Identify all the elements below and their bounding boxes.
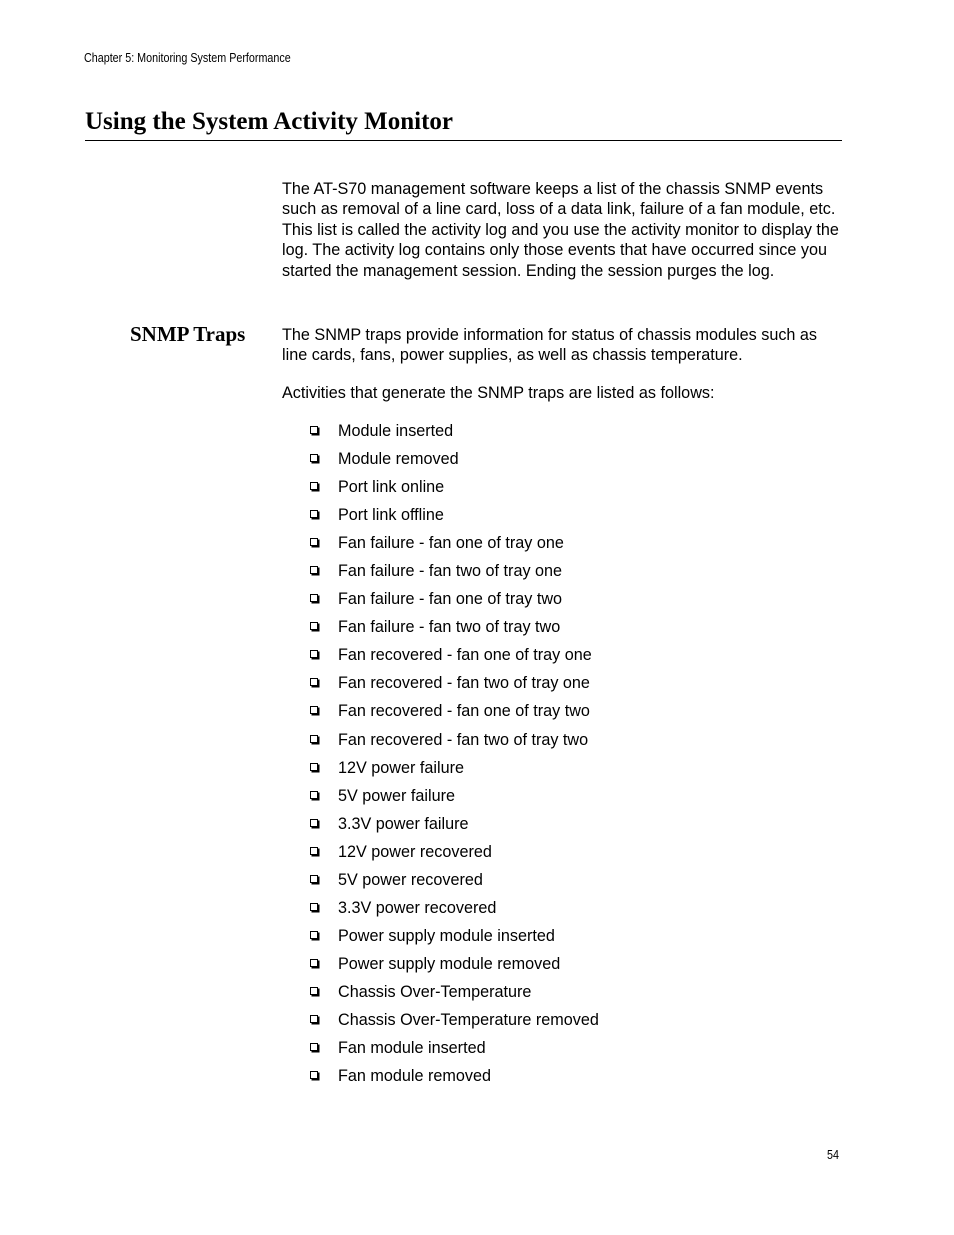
box-bullet-icon bbox=[310, 987, 318, 995]
list-item-label: Fan recovered - fan one of tray one bbox=[338, 646, 592, 665]
title-divider bbox=[85, 140, 842, 141]
list-item-label: 12V power failure bbox=[338, 758, 464, 777]
snmp-traps-heading: SNMP Traps bbox=[130, 322, 246, 346]
box-bullet-icon bbox=[310, 903, 318, 911]
list-item-label: 5V power recovered bbox=[338, 870, 483, 889]
list-item-label: Module inserted bbox=[338, 422, 454, 440]
page-number: 54 bbox=[827, 1148, 839, 1162]
list-item-label: Power supply module inserted bbox=[338, 926, 555, 945]
list-item-label: Fan failure - fan two of tray one bbox=[338, 562, 563, 581]
box-bullet-icon bbox=[310, 959, 318, 967]
intro-paragraph: The AT-S70 management software keeps a list of the chassis SNMP events such as removal of a line card, loss of a data link, failure of a fan module, etc. This list is called the activity log and you use the activity monitor to display the log. The activity log contains only those events that have occurred since you started the management session. Ending the session purges the log. bbox=[282, 180, 839, 280]
list-item-label: Power supply module removed bbox=[338, 954, 561, 973]
box-bullet-icon bbox=[310, 735, 318, 743]
list-item-label: Fan failure - fan two of tray two bbox=[338, 618, 561, 637]
list-item-label: Fan failure - fan one of tray two bbox=[338, 590, 563, 609]
box-bullet-icon bbox=[310, 763, 318, 771]
box-bullet-icon bbox=[310, 538, 318, 546]
list-item-label: 3.3V power failure bbox=[338, 814, 469, 833]
section-title: Using the System Activity Monitor bbox=[85, 108, 454, 135]
box-bullet-icon bbox=[310, 1043, 318, 1051]
list-item-label: 5V power failure bbox=[338, 786, 455, 805]
box-bullet-icon bbox=[310, 706, 318, 714]
running-header: Chapter 5: Monitoring System Performance bbox=[84, 51, 291, 65]
snmp-description: The SNMP traps provide information for status of chassis modules such as line cards, fans, power supplies, as well as chassis temperature. bbox=[282, 326, 818, 365]
box-bullet-icon bbox=[310, 622, 318, 630]
list-item-label: Fan recovered - fan two of tray two bbox=[338, 730, 589, 749]
box-bullet-icon bbox=[310, 1015, 318, 1023]
list-item-label: Fan recovered - fan one of tray two bbox=[338, 702, 590, 721]
list-item-label: Port link online bbox=[338, 478, 445, 497]
list-item-label: Module removed bbox=[338, 450, 459, 469]
box-bullet-icon bbox=[310, 931, 318, 939]
list-item-label: Port link offline bbox=[338, 506, 444, 525]
box-bullet-icon bbox=[310, 847, 318, 855]
box-bullet-icon bbox=[310, 510, 318, 518]
list-item-label: Fan module removed bbox=[338, 1067, 491, 1086]
box-bullet-icon bbox=[310, 566, 318, 574]
list-item-label: 3.3V power recovered bbox=[338, 898, 497, 917]
box-bullet-icon bbox=[310, 791, 318, 799]
box-bullet-icon bbox=[310, 1071, 318, 1079]
list-item-label: Chassis Over-Temperature removed bbox=[338, 1010, 599, 1029]
box-bullet-icon bbox=[310, 594, 318, 602]
box-bullet-icon bbox=[310, 875, 318, 883]
box-bullet-icon bbox=[310, 454, 318, 462]
box-bullet-icon bbox=[310, 482, 318, 490]
list-item-label: Fan failure - fan one of tray one bbox=[338, 534, 564, 553]
list-item-label: Fan recovered - fan two of tray one bbox=[338, 674, 590, 693]
box-bullet-icon bbox=[310, 819, 318, 827]
list-item-label: Chassis Over-Temperature bbox=[338, 982, 532, 1001]
trap-list-intro: Activities that generate the SNMP traps are listed as follows: bbox=[282, 384, 715, 402]
list-item-label: 12V power recovered bbox=[338, 842, 492, 861]
list-item-label: Fan module inserted bbox=[338, 1039, 486, 1058]
box-bullet-icon bbox=[310, 678, 318, 686]
box-bullet-icon bbox=[310, 650, 318, 658]
box-bullet-icon bbox=[310, 426, 318, 434]
